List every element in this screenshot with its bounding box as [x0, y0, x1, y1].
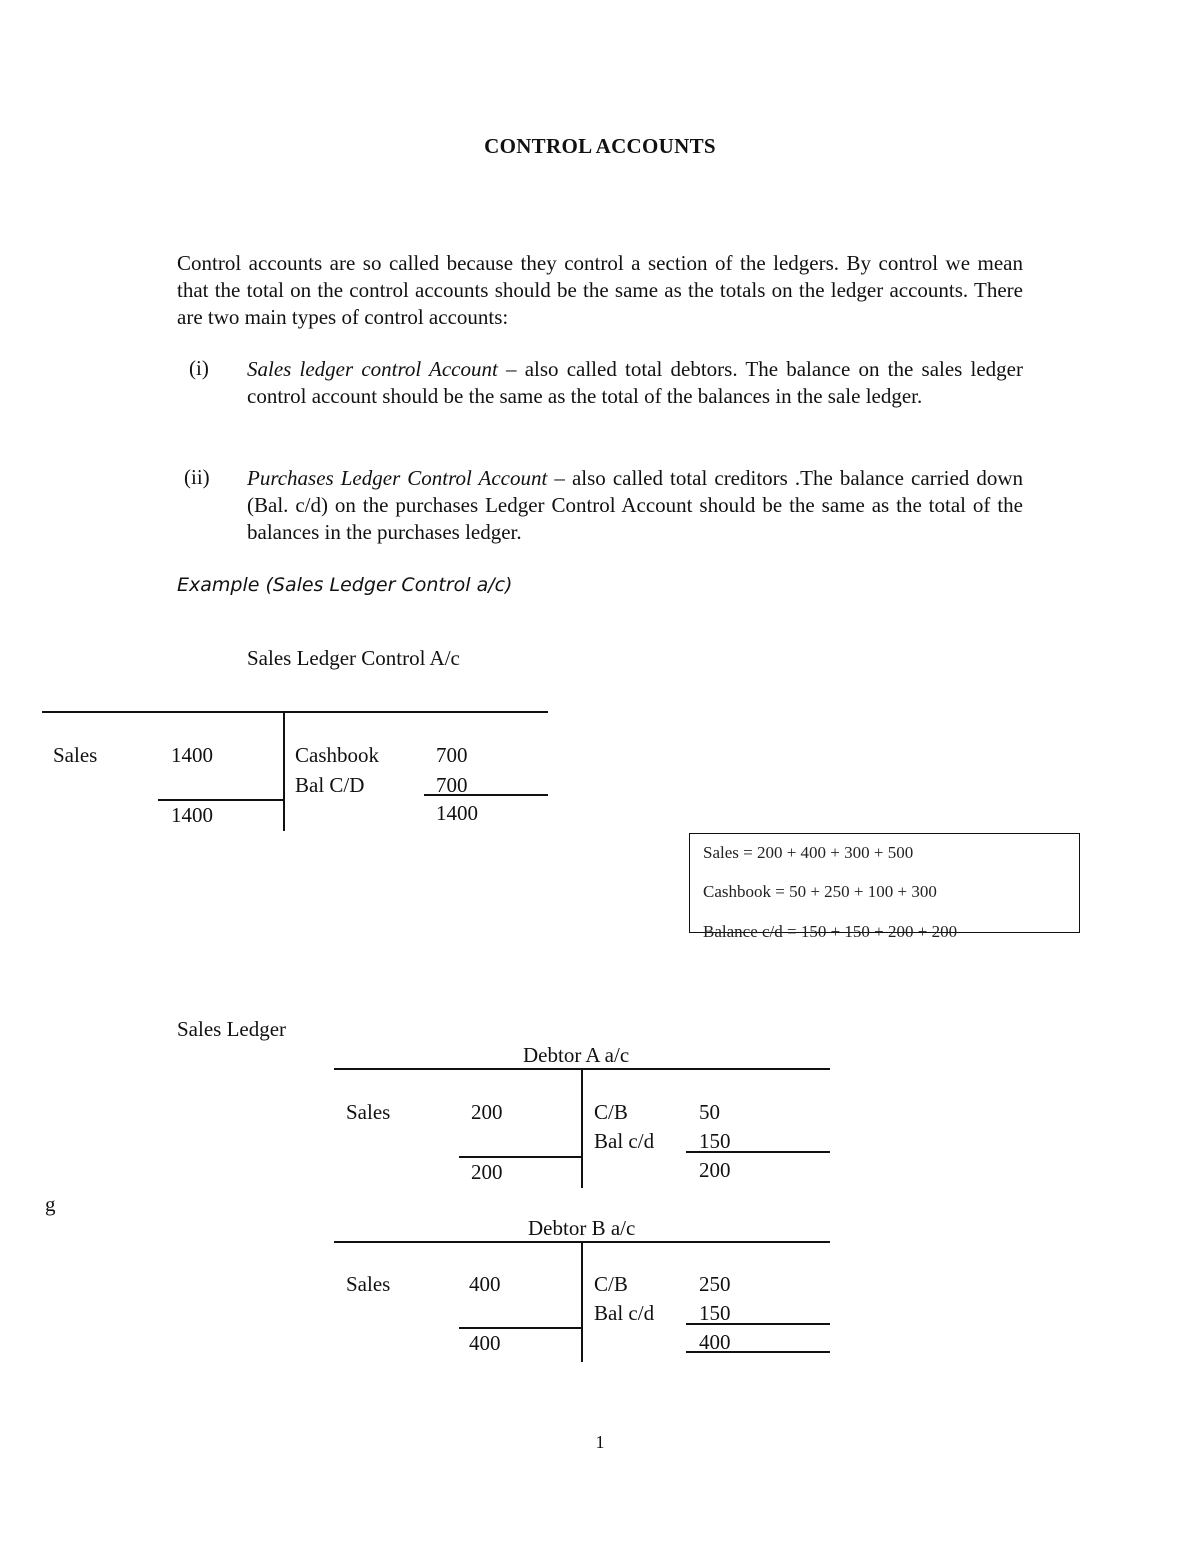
- credit-amount: 150: [699, 1301, 731, 1325]
- t-account-divider: [581, 1069, 583, 1188]
- credit-label: Bal C/D: [295, 773, 365, 797]
- credit-amount: 250: [699, 1272, 731, 1296]
- credit-label: Bal c/d: [594, 1301, 655, 1325]
- debit-label: Sales: [346, 1272, 391, 1296]
- debit-total: 200: [471, 1160, 503, 1184]
- credit-amount: 700: [436, 743, 468, 767]
- debit-amount: 1400: [171, 743, 213, 767]
- debtor-b-title: Debtor B a/c: [528, 1216, 636, 1240]
- credit-label: Cashbook: [295, 743, 379, 767]
- page-number: 1: [595, 1432, 605, 1452]
- debit-total: 400: [469, 1331, 501, 1355]
- debit-total-line: [158, 799, 284, 801]
- example-heading: Example (Sales Ledger Control a/c): [177, 574, 513, 596]
- credit-amount: 700: [436, 773, 468, 797]
- note-line: Cashbook = 50 + 250 + 100 + 300: [703, 882, 937, 901]
- item-body: – also called total debtors. The balance on the sales ledger control account should be the same as the total of the balances in the sale ledger.: [247, 357, 1023, 408]
- t-account-divider: [283, 712, 285, 831]
- credit-total: 1400: [436, 801, 478, 825]
- note-line: Sales = 200 + 400 + 300 + 500: [703, 843, 914, 862]
- item-number: (ii): [184, 465, 210, 489]
- credit-total: 200: [699, 1158, 731, 1182]
- intro-paragraph: Control accounts are so called because they control a section of the ledgers. By control we mean that the total on the control accounts should be the same as the totals on the ledger accounts. There are two main types of control accounts:: [177, 251, 1023, 329]
- debit-total-line: [459, 1327, 582, 1329]
- debit-amount: 200: [471, 1100, 503, 1124]
- page-title: CONTROL ACCOUNTS: [484, 134, 716, 158]
- item-heading: Sales ledger control Account: [247, 357, 498, 381]
- debit-total-line: [459, 1156, 582, 1158]
- item-heading: Purchases Ledger Control Account: [247, 466, 548, 490]
- debtor-a-title: Debtor A a/c: [523, 1043, 630, 1067]
- credit-amount: 50: [699, 1100, 720, 1124]
- item-number: (i): [189, 356, 209, 380]
- item-body: – also called total creditors .The balance carried down (Bal. c/d) on the purchases Ledger Control Account should be the same as the total of the balances in the purchases ledger.: [247, 466, 1023, 544]
- debit-label: Sales: [53, 743, 98, 767]
- credit-amount: 150: [699, 1129, 731, 1153]
- stray-character: g: [45, 1192, 56, 1216]
- list-item: [247, 356, 1023, 410]
- credit-total-line: [686, 1151, 830, 1153]
- debit-total: 1400: [171, 803, 213, 827]
- note-line: Balance c/d = 150 + 150 + 200 + 200: [703, 922, 958, 941]
- sales-ledger-label: Sales Ledger: [177, 1017, 287, 1041]
- credit-label: Bal c/d: [594, 1129, 655, 1153]
- credit-total: 400: [699, 1330, 731, 1354]
- debit-label: Sales: [346, 1100, 391, 1124]
- t-account-divider: [581, 1242, 583, 1362]
- credit-total-line: [686, 1323, 830, 1325]
- credit-total-underline: [686, 1351, 830, 1353]
- credit-label: C/B: [594, 1100, 628, 1124]
- credit-total-line: [424, 794, 548, 796]
- t-account-top-line: [42, 711, 548, 713]
- credit-label: C/B: [594, 1272, 628, 1296]
- debit-amount: 400: [469, 1272, 501, 1296]
- list-item: [247, 465, 1023, 546]
- control-account-title: Sales Ledger Control A/c: [247, 646, 460, 670]
